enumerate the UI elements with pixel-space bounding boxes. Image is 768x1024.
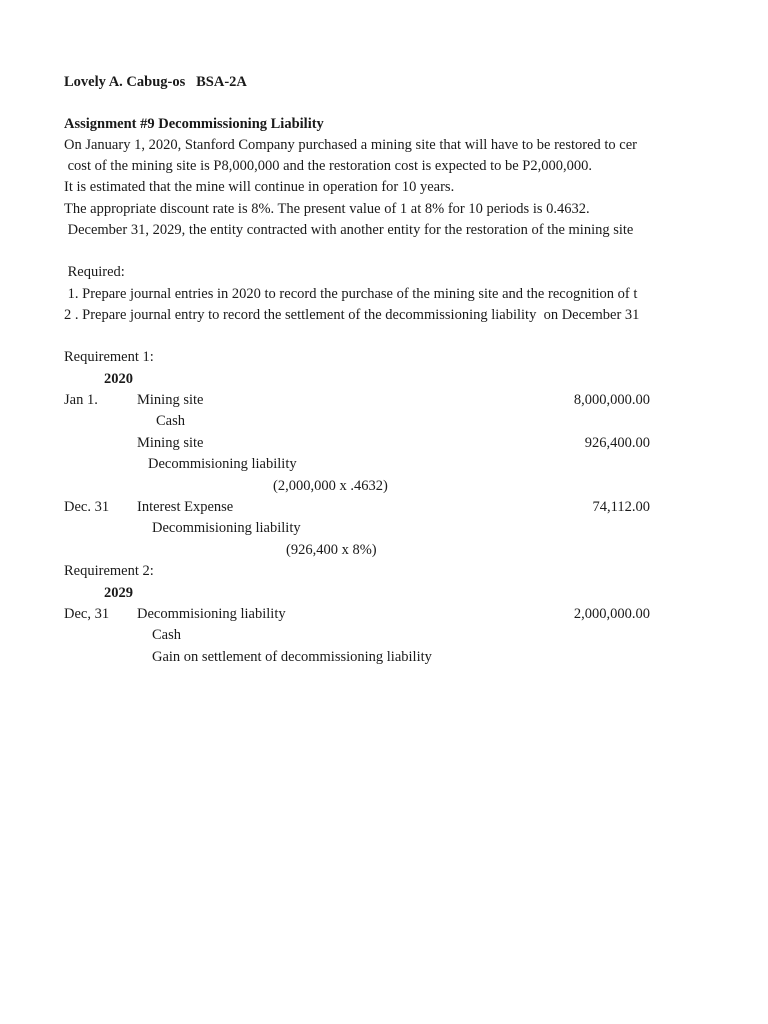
problem-line: December 31, 2029, the entity contracted with another entity for the restoration of the mining site — [64, 222, 634, 238]
problem-line: cost of the mining site is P8,000,000 and the restoration cost is expected to be P2,000,000. — [64, 158, 592, 174]
problem-line: On January 1, 2020, Stanford Company purchased a mining site that will have to be restored to cer — [64, 137, 638, 153]
required-label: Required: — [64, 264, 125, 280]
debit-account: Mining site — [137, 435, 204, 451]
assignment-title: Assignment #9 Decommissioning Liability — [64, 116, 324, 132]
credit-account: Cash — [156, 413, 185, 429]
student-name: Lovely A. Cabug-os BSA-2A — [64, 74, 247, 90]
debit-account: Decommisioning liability — [137, 606, 286, 622]
required-item: 2 . Prepare journal entry to record the settlement of the decommissioning liability on December 31 — [64, 307, 640, 323]
debit-amount: 926,400.00 — [584, 435, 650, 451]
requirement-1-label: Requirement 1: — [64, 349, 154, 365]
computation-note: (2,000,000 x .4632) — [273, 478, 388, 494]
debit-account: Interest Expense — [137, 499, 234, 515]
debit-account: Mining site — [137, 392, 204, 408]
entry-date: Dec, 31 — [64, 606, 110, 622]
computation-note: (926,400 x 8%) — [286, 542, 377, 558]
credit-account: Gain on settlement of decommissioning liability — [152, 649, 432, 665]
debit-amount: 2,000,000.00 — [573, 606, 650, 622]
debit-amount: 8,000,000.00 — [573, 392, 650, 408]
required-item: 1. Prepare journal entries in 2020 to record the purchase of the mining site and the recognition of t — [64, 286, 638, 302]
credit-account: Cash — [152, 627, 181, 643]
credit-account: Decommisioning liability — [148, 456, 297, 472]
year-heading: 2020 — [104, 371, 133, 387]
debit-amount: 74,112.00 — [592, 499, 650, 515]
year-heading: 2029 — [104, 585, 133, 601]
entry-date: Jan 1. — [64, 392, 98, 408]
credit-account: Decommisioning liability — [152, 520, 301, 536]
entry-date: Dec. 31 — [64, 499, 110, 515]
problem-line: The appropriate discount rate is 8%. The present value of 1 at 8% for 10 periods is 0.4632. — [64, 201, 590, 217]
requirement-2-label: Requirement 2: — [64, 563, 154, 579]
problem-line: It is estimated that the mine will continue in operation for 10 years. — [64, 179, 455, 195]
